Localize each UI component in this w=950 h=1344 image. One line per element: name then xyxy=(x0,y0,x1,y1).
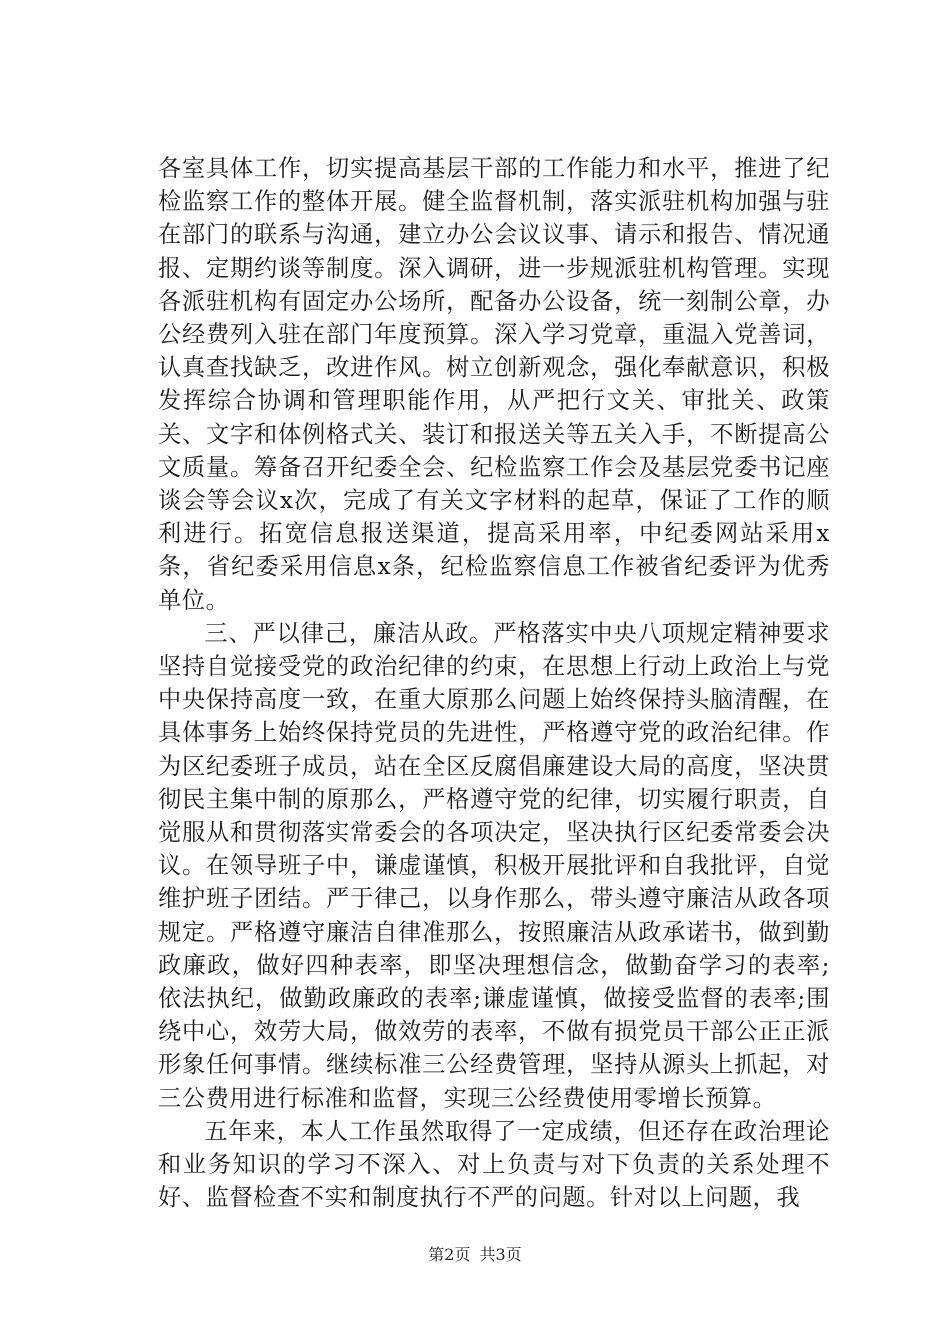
paragraph-work-continuation: 各室具体工作，切实提高基层干部的工作能力和水平，推进了纪检监察工作的整体开展。健全监督机制，落实派驻机构加强与驻在部门的联系与沟通，建立办公会议议事、请示和报告、情况通报、定期约谈等制度。深入调研，进一步规派驻机构管理。实现各派驻机构有固定办公场所，配备办公设备，统一刻制公章，办公经费列入驻在部门年度预算。深入学习党章，重温入党善词，认真查找缺乏，改进作风。树立创新观念，强化奉献意识，积极发挥综合协调和管理职能作用，从严把行文关、审批关、政策关、文字和体例格式关、装订和报送关等五关入手，不断提高公文质量。筹备召开纪委全会、纪检监察工作会及基层党委书记座谈会等会议x次，完成了有关文字材料的起草，保证了工作的顺利进行。拓宽信息报送渠道，提高采用率，中纪委网站采用x条，省纪委采用信息x条，纪检监察信息工作被省纪委评为优秀单位。 xyxy=(158,155,830,614)
paragraph-integrity: 三、严以律己，廉洁从政。严格落实中央八项规定精神要求坚持自觉接受党的政治纪律的约束，在思想上行动上政治上与党中央保持高度一致，在重大原那么问题上始终保持头脑清醒，在具体事务上始终保持党员的先进性，严格遵守党的政治纪律。作为区纪委班子成员，站在全区反腐倡廉建设大局的高度，坚决贯彻民主集中制的原那么，严格遵守党的纪律，切实履行职责，自觉服从和贯彻落实常委会的各项决定，坚决执行区纪委常委会决议。在领导班子中，谦虚谨慎，积极开展批评和自我批评，自觉维护班子团结。严于律己，以身作那么，带头遵守廉洁从政各项规定。严格遵守廉洁自律准那么，按照廉洁从政承诺书，做到勤政廉政，做好四种表率，即坚决理想信念，做勤奋学习的表率;依法执纪，做勤政廉政的表率;谦虚谨慎，做接受监督的表率;围绕中心，效劳大局，做效劳的表率，不做有损党员干部公正正派形象任何事情。继续标准三公经费管理，坚持从源头上抓起，对三公费用进行标准和监督，实现三公经费使用零增长预算。 xyxy=(158,619,830,1112)
page-footer xyxy=(0,1245,950,1265)
page-number: 第2页 xyxy=(428,1245,471,1264)
paragraph-five-years: 五年来，本人工作虽然取得了一定成绩，但还存在政治理论和业务知识的学习不深入、对上负责与对下负责的关系处理不好、监督检查不实和制度执行不严的问题。针对以上问题，我 xyxy=(158,1117,830,1212)
page-total: 共3页 xyxy=(479,1245,522,1264)
document-body xyxy=(158,152,830,1215)
